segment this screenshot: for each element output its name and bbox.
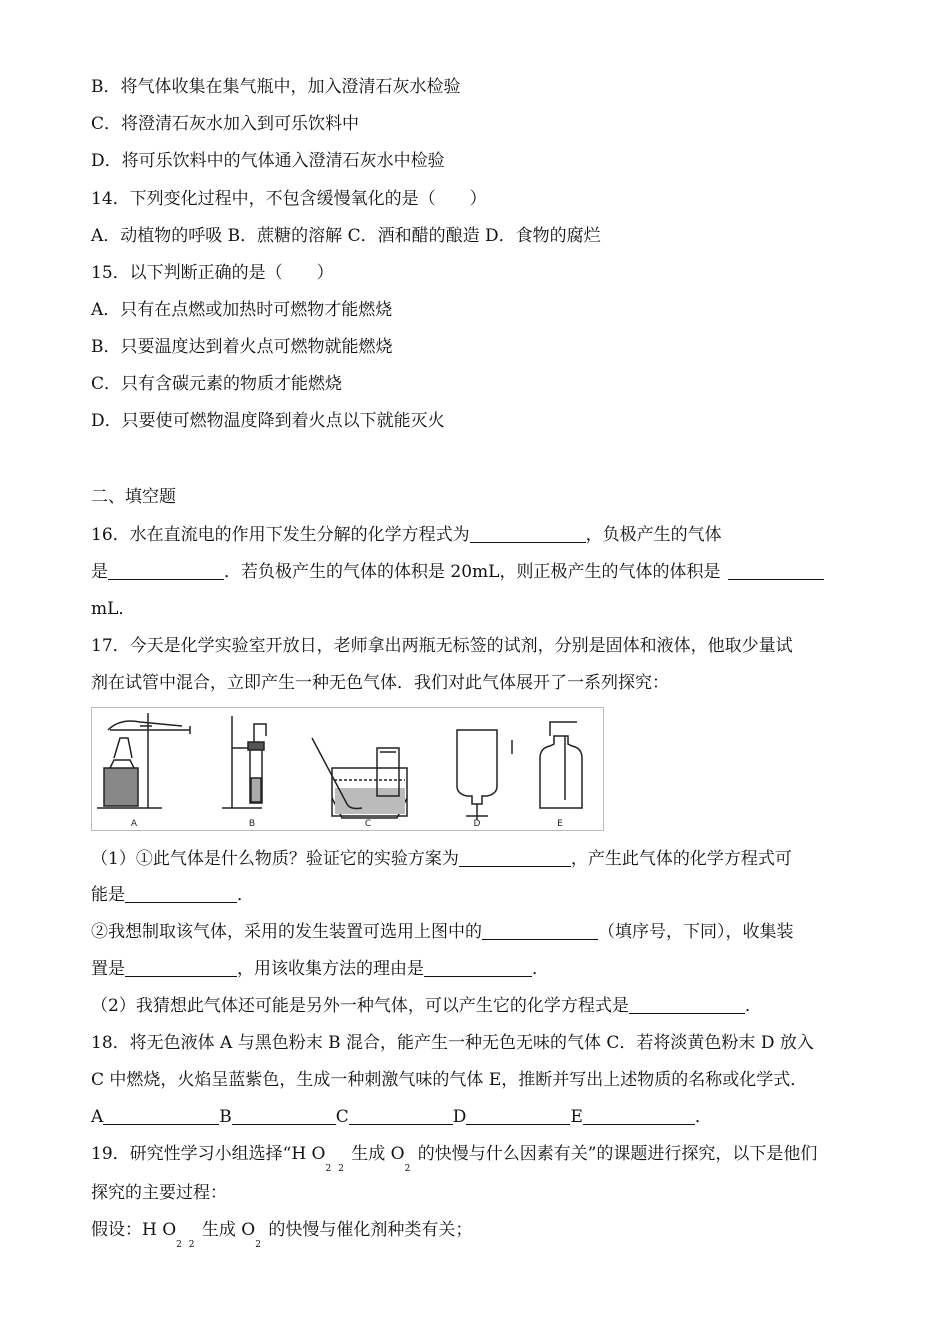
q17-text: （2）我猜想此气体还可能是另外一种气体，可以产生它的化学方程式是 — [91, 996, 629, 1016]
q19-line-2: 探究的主要过程： — [91, 1183, 227, 1203]
answer-blank[interactable] — [470, 524, 586, 543]
apparatus-figure — [91, 707, 604, 831]
q18-label-b: B — [219, 1107, 232, 1127]
figure-label-b: B — [248, 819, 256, 829]
q19-text: 的快慢与催化剂种类有关； — [262, 1220, 473, 1240]
q16-text: ．若负极产生的气体的体积是 20mL，则正极产生的气体的体积是 — [224, 562, 721, 582]
q17-text: ． — [532, 959, 549, 979]
subscript: 2 2 — [176, 1240, 197, 1250]
q17-text: （1）①此气体是什么物质？验证它的实验方案为 — [91, 849, 459, 869]
q13-option-b: B．将气体收集在集气瓶中，加入澄清石灰水检验 — [91, 77, 461, 97]
subscript: 2 — [255, 1240, 263, 1250]
q18-answer-line — [91, 1106, 712, 1128]
q18-line-1: 18．将无色液体 A 与黑色粉末 B 混合，能产生一种无色无味的气体 C．若将淡黄色粉末 D 放入 — [91, 1033, 814, 1053]
q15-option-c: C．只有含碳元素的物质才能燃烧 — [91, 374, 343, 394]
q17-line-1: 17．今天是化学实验室开放日，老师拿出两瓶无标签的试剂，分别是固体和液体，他取少量试 — [91, 636, 793, 656]
q17-text: ． — [237, 885, 254, 905]
apparatus-e — [540, 722, 582, 808]
apparatus-c — [312, 738, 407, 818]
answer-blank[interactable] — [728, 561, 824, 580]
q18-line-2: C 中燃烧，火焰呈蓝紫色，生成一种刺激气味的气体 E，推断并写出上述物质的名称或化学式． — [91, 1070, 808, 1090]
apparatus-b — [222, 716, 266, 808]
q18-label-a: A — [91, 1107, 104, 1127]
q19-text: 19．研究性学习小组选择“H O — [91, 1144, 326, 1164]
q19-text: 假设：H O — [91, 1220, 177, 1240]
apparatus-d — [457, 730, 512, 820]
subscript: 2 — [404, 1164, 413, 1174]
q13-option-d: D．将可乐饮料中的气体通入澄清石灰水中检验 — [91, 151, 445, 171]
q16-text: 是 — [91, 562, 108, 582]
q17-text: ，用该收集方法的理由是 — [237, 959, 424, 979]
figure-label-e: E — [557, 819, 563, 829]
answer-blank[interactable] — [424, 958, 532, 977]
answer-blank[interactable] — [349, 1106, 453, 1125]
q19-text: 生成 O — [196, 1220, 256, 1240]
answer-blank[interactable] — [629, 995, 745, 1014]
q16-line-1 — [91, 524, 722, 546]
q19-text: 生成 O — [345, 1144, 405, 1164]
subscript: 2 2 — [325, 1164, 346, 1174]
q18-end: ． — [694, 1107, 712, 1127]
q17-part1-line-1 — [91, 848, 792, 870]
q13-option-c: C．将澄清石灰水加入到可乐饮料中 — [91, 114, 360, 134]
apparatus-a — [97, 713, 190, 808]
answer-blank[interactable] — [583, 1106, 695, 1125]
answer-blank[interactable] — [108, 561, 224, 580]
q17-text: ． — [744, 996, 762, 1016]
q17-text: ②我想制取该气体，采用的发生装置可选用上图中的 — [91, 922, 482, 942]
q15-option-a: A．只有在点燃或加热时可燃物才能燃烧 — [91, 300, 393, 320]
q15-stem: 15．以下判断正确的是（ ） — [91, 263, 334, 283]
q17-part1-line-3 — [91, 921, 794, 943]
q15-option-d: D．只要使可燃物温度降到着火点以下就能灭火 — [91, 411, 445, 431]
answer-blank[interactable] — [482, 921, 598, 940]
q17-part2-line — [91, 995, 762, 1017]
answer-blank[interactable] — [232, 1106, 336, 1125]
answer-blank[interactable] — [103, 1106, 219, 1125]
q17-part1-line-2 — [91, 884, 254, 906]
section-title: 二、填空题 — [91, 487, 176, 507]
q17-text: 置是 — [91, 959, 125, 979]
q16-text: 16．水在直流电的作用下发生分解的化学方程式为 — [91, 525, 470, 545]
q19-line-3 — [91, 1219, 473, 1250]
q18-label-c: C — [335, 1107, 349, 1127]
answer-blank[interactable] — [125, 884, 237, 903]
q14-stem: 14．下列变化过程中，不包含缓慢氧化的是（ ） — [91, 189, 487, 209]
q16-line-3: mL． — [91, 599, 136, 619]
q18-label-d: D — [452, 1107, 467, 1127]
apparatus-drawing — [92, 708, 605, 832]
q19-text: 的快慢与什么因素有关”的课题进行探究，以下是他们 — [412, 1144, 818, 1164]
figure-label-a: A — [130, 819, 138, 829]
q17-line-2: 剂在试管中混合，立即产生一种无色气体．我们对此气体展开了一系列探究： — [91, 673, 669, 693]
answer-blank[interactable] — [459, 848, 571, 867]
q14-options: A．动植物的呼吸 B．蔗糖的溶解 C．酒和醋的酿造 D．食物的腐烂 — [91, 226, 601, 246]
q17-text: （填序号，下同），收集装 — [598, 922, 794, 942]
q16-text: ，负极产生的气体 — [585, 525, 722, 545]
figure-label-c: C — [364, 819, 372, 829]
answer-blank[interactable] — [466, 1106, 570, 1125]
answer-blank[interactable] — [125, 958, 237, 977]
q18-label-e: E — [570, 1107, 583, 1127]
q16-line-2 — [91, 561, 824, 583]
q17-text: ，产生此气体的化学方程式可 — [570, 849, 792, 869]
q17-text: 能是 — [91, 885, 125, 905]
q17-part1-line-4 — [91, 958, 549, 980]
figure-label-d: D — [473, 819, 481, 829]
q19-line-1 — [91, 1143, 818, 1174]
q15-option-b: B．只要温度达到着火点可燃物就能燃烧 — [91, 337, 393, 357]
